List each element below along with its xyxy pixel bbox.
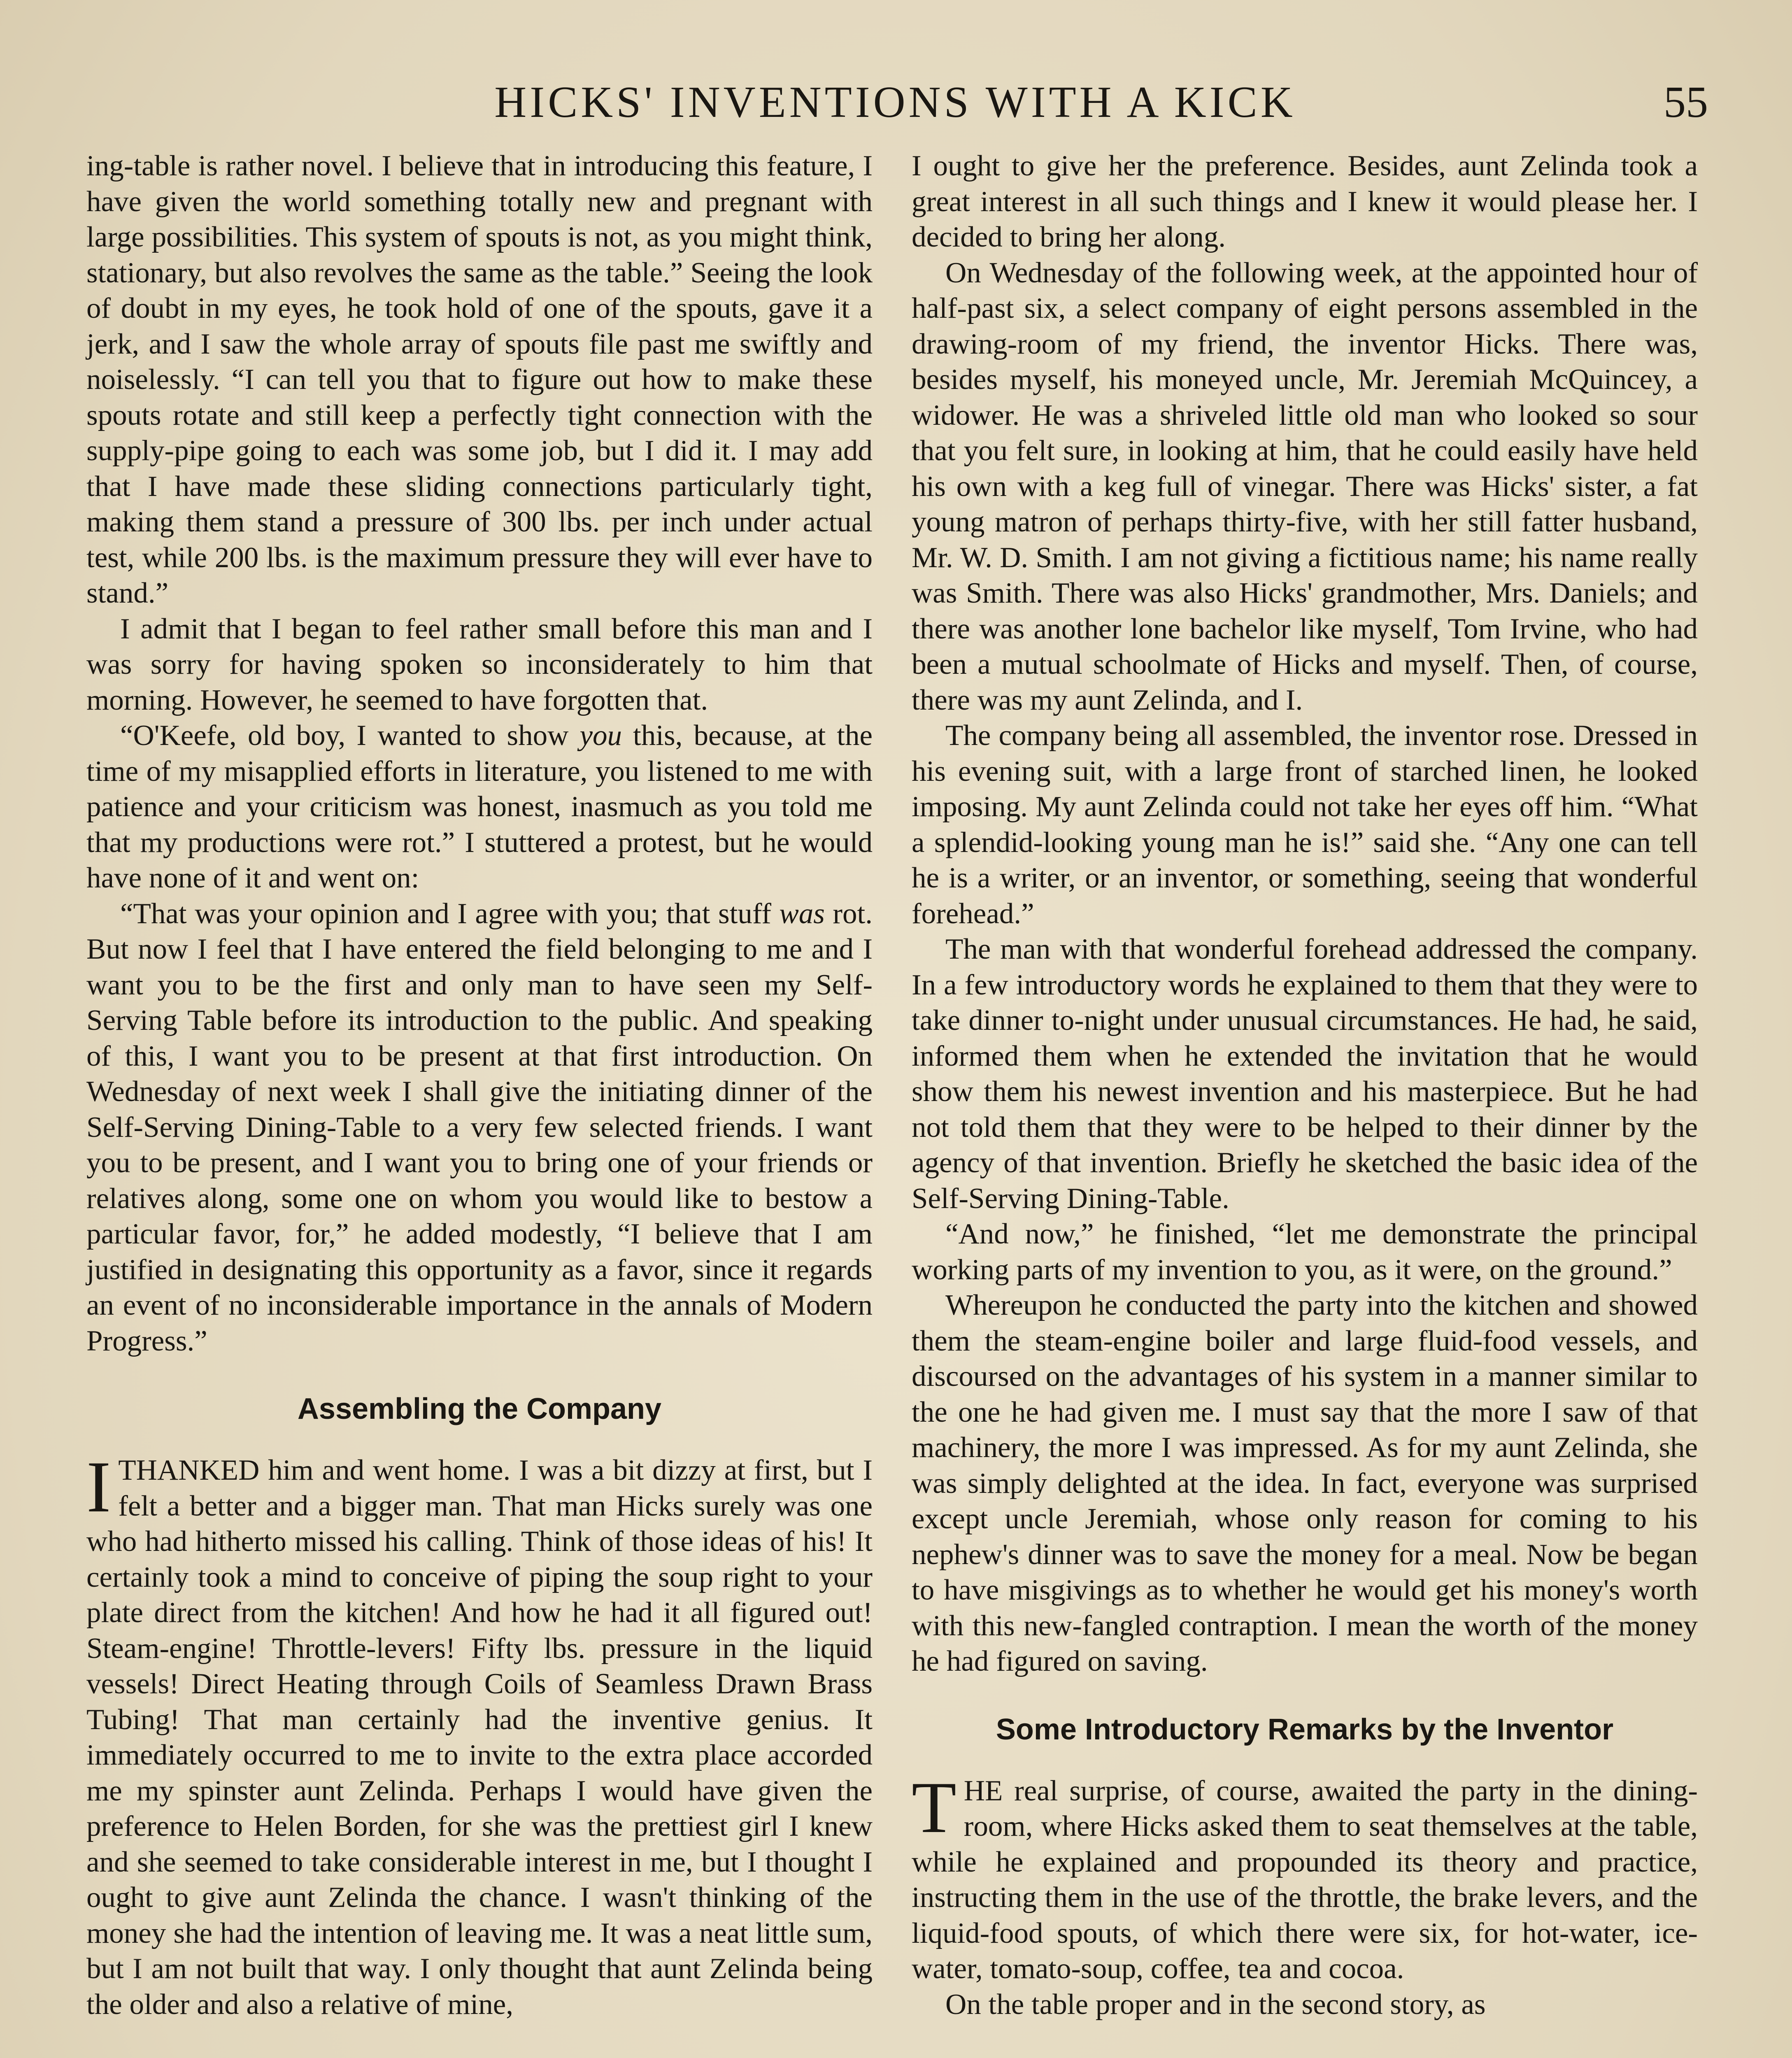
- emphasis-text: was: [779, 897, 825, 930]
- paragraph: “And now,” he finished, “let me demonstrate the principal working parts of my invention to you, as it were, on the ground.”: [912, 1218, 1698, 1286]
- paragraph: Whereupon he conducted the party into the kitchen and showed them the steam-engine boiler and large fluid-food vessels, and discoursed on the advantages of his system in a manner similar to the one he had given me. I must say that the more I saw of that machinery, the more I was impressed. As for my aunt Zelinda, she was simply delighted at the idea. In fact, everyone was surprised except uncle Jeremiah, whose only reason for coming to his nephew's dinner was to save the money for a meal. Now be began to have misgivings as to whether he would get his money's worth with this new-fangled contraption. I mean the worth of the money he had figured on saving.: [912, 1289, 1698, 1677]
- paragraph: On the table proper and in the second story, as: [945, 1988, 1486, 2021]
- lead-in-caps: THANKED: [118, 1454, 260, 1486]
- section-heading: Some Introductory Remarks by the Inventor: [996, 1713, 1614, 1746]
- paragraph: [912, 1766, 1698, 1987]
- section-heading: Assembling the Company: [297, 1392, 662, 1425]
- paragraph-text: rot. But now I feel that I have entered the field belonging to me and I want you to be the first and only man to have seen my Self-Serving Table before its introduction to the public. And speaking of this, I want you to be present at that first introduction. On Wednesday of next week I shall give the initiating dinner of the Self-Serving Dining-Table to a very few selected friends. I want you to be present, and I want you to bring one of your friends or relatives along, some one on whom you would like to bestow a particular favor, for,” he added modestly, “I believe that I am justified in designating this opportunity as a favor, since it regards an event of no inconsiderable importance in the annals of Modern Progress.”: [86, 897, 873, 1357]
- right-column: [912, 148, 1698, 2022]
- paragraph: The company being all assembled, the inventor rose. Dressed in his evening suit, with a large front of starched linen, he looked imposing. My aunt Zelinda could not take her eyes off him. “What a splendid-looking young man he is!” said she. “Any one can tell he is a writer, or an inventor, or something, seeing that wonderful forehead.”: [912, 719, 1698, 930]
- paragraph: [86, 718, 873, 896]
- paragraph: [86, 896, 873, 1359]
- page-number: 55: [1664, 78, 1708, 127]
- paragraph-text: him and went home. I was a bit dizzy at first, but I felt a better and a bigger man. That man Hicks surely was one who had hitherto missed his calling. Think of those ideas of his! It certainly took a mind to conceive of piping the soup right to your plate direct from the kitchen! And how he had it all figured out! Steam-engine! Throttle-levers! Fifty lbs. pressure in the liquid vessels! Direct Heating through Coils of Seamless Drawn Brass Tubing! That man certainly had the inventive genius. It immediately occurred to me to invite to the extra place accorded me my spinster aunt Zelinda. Perhaps I would have given the preference to Helen Borden, for she was the prettiest girl I knew and she seemed to take considerable interest in me, but I thought I ought to give aunt Zelinda the chance. I wasn't thinking of the money she had the intention of leaving me. It was a neat little sum, but I am not built that way. I only thought that aunt Zelinda being the older and also a relative of mine,: [86, 1454, 873, 2021]
- drop-cap: I: [86, 1446, 111, 1527]
- paragraph: The man with that wonderful forehead addressed the company. In a few introductory words he explained to them that they were to take dinner to-night under unusual circumstances. He had, he said, informed them when he extended the invitation that he would show them his newest invention and his masterpiece. But he had not told them that they were to be helped to their dinner by the agency of that invention. Briefly he sketched the basic idea of the Self-Serving Dining-Table.: [912, 933, 1698, 1215]
- paragraph: I admit that I began to feel rather small before this man and I was sorry for having spoken so inconsiderately to him that morning. However, he seemed to have forgotten that.: [86, 612, 873, 716]
- page-header: [82, 72, 1708, 138]
- emphasis-text: you: [579, 719, 622, 752]
- left-column: [86, 148, 873, 2022]
- paragraph-text: “That was your opinion and I agree with you; that stuff: [120, 897, 780, 930]
- paragraph-text: this, because, at the time of my misapplied efforts in literature, you listened to me with patience and your criticism was honest, inasmuch as you told me that my productions were rot.” I stuttered a protest, but he would have none of it and went on:: [86, 719, 873, 894]
- paragraph-text: “O'Keefe, old boy, I wanted to show: [120, 719, 580, 752]
- paragraph-text: real surprise, of course, awaited the party in the dining-room, where Hicks asked them to seat themselves at the table, while he explained and propounded its theory and practice, instructing them in the use of the throttle, the brake levers, and the liquid-food spouts, of which there were six, for hot-water, ice-water, tomato-soup, coffee, tea and cocoa.: [912, 1774, 1698, 1985]
- lead-in-caps: HE: [963, 1774, 1003, 1807]
- paragraph: [86, 1446, 873, 2022]
- drop-cap: T: [912, 1766, 957, 1848]
- paragraph: ing-table is rather novel. I believe that in introducing this feature, I have given the world something totally new and pregnant with large possibilities. This system of spouts is not, as you might think, stationary, but also revolves the same as the table.” Seeing the look of doubt in my eyes, he took hold of one of the spouts, gave it a jerk, and I saw the whole array of spouts file past me swiftly and noiselessly. “I can tell you that to figure out how to make these spouts rotate and still keep a perfectly tight connection with the supply-pipe going to each was some job, but I did it. I may add that I have made these sliding connections particularly tight, making them stand a pressure of 300 lbs. per inch under actual test, while 200 lbs. is the maximum pressure they will ever have to stand.”: [86, 150, 873, 609]
- running-title: HICKS' INVENTIONS WITH A KICK: [494, 78, 1296, 127]
- paragraph: I ought to give her the preference. Besides, aunt Zelinda took a great interest in all such things and I knew it would please her. I decided to bring her along.: [912, 150, 1698, 253]
- paragraph: On Wednesday of the following week, at the appointed hour of half-past six, a select company of eight persons assembled in the drawing-room of my friend, the inventor Hicks. There was, besides myself, his moneyed uncle, Mr. Jeremiah McQuincey, a widower. He was a shriveled little old man who looked so sour that you felt sure, in looking at him, that he could easily have held his own with a keg full of vinegar. There was Hicks' sister, a fat young matron of perhaps thirty-five, with her still fatter husband, Mr. W. D. Smith. I am not giving a fictitious name; his name really was Smith. There was also Hicks' grandmother, Mrs. Daniels; and there was another lone bachelor like myself, Tom Irvine, who had been a mutual schoolmate of Hicks and myself. Then, of course, there was my aunt Zelinda, and I.: [912, 256, 1698, 716]
